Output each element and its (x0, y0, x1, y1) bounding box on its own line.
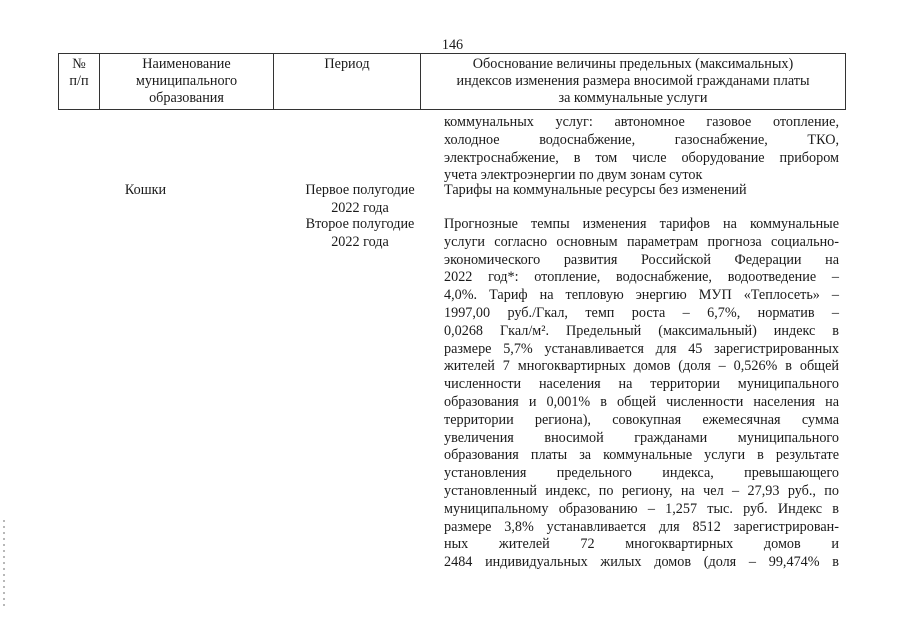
text-line: установленный индекс, по региону, на чел – 27,93 руб., по (444, 482, 839, 499)
text-line: 0,0268 Гкал/м². Предельный (максимальный) индекс в (444, 322, 839, 339)
text-line: Прогнозные темпы изменения тарифов на коммунальные (444, 216, 839, 232)
header-text: муниципального (135, 73, 238, 89)
header-col-municipality (100, 54, 274, 110)
text-line: численности населения на территории муниципального (444, 376, 839, 393)
header-col-number (59, 54, 100, 110)
text-line: размере 3,8% устанавливается для 8512 зарегистрирован- (444, 518, 839, 535)
text-line: услуги согласно основным параметрам прогноза социально- (444, 233, 839, 250)
tariff-text-first-half: Тарифы на коммунальные ресурсы без изменений (444, 182, 747, 198)
header-text: Наименование (142, 56, 231, 72)
text-line: 4,0%. Тариф на тепловую энергию МУП «Теплосеть» – (444, 287, 839, 304)
table-header (58, 53, 846, 110)
period-second-half (290, 216, 430, 252)
text-line: 2484 индивидуальных жилых домов (доля – 99,474% в (444, 554, 839, 571)
page-number: 146 (441, 37, 464, 53)
period-text: Второе полугодие (305, 216, 415, 232)
period-text: Первое полугодие (305, 182, 415, 198)
period-text: 2022 года (331, 233, 389, 250)
text-line: коммунальных услуг: автономное газовое отопление, (444, 114, 839, 130)
text-line: учета электроэнергии по двум зонам суток (444, 167, 703, 184)
text-line: электроснабжение, в том числе оборудование прибором (444, 149, 839, 166)
header-text: индексов изменения размера вносимой гражданами платы (456, 73, 810, 89)
header-col-period (274, 54, 421, 110)
header-text: Обоснование величины предельных (максимальных) (472, 56, 794, 72)
period-first-half (290, 182, 430, 218)
header-text: п/п (69, 73, 89, 89)
header-text: за коммунальные услуги (558, 90, 708, 106)
text-line: увеличения вносимой гражданами муниципального (444, 429, 839, 446)
text-line: размере 5,7% устанавливается для 45 зарегистрированных (444, 340, 839, 357)
text-line: образования платы за коммунальные услуги в результате (444, 447, 839, 464)
text-line: муниципальному образованию – 1,257 тыс. руб. Индекс в (444, 500, 839, 517)
text-line: образования и 0,001% в общей численности населения на (444, 393, 839, 410)
text-line: жителей 7 многоквартирных домов (доля – 0,526% в общей (444, 358, 839, 375)
text-line: холодное водоснабжение, газоснабжение, ТКО, (444, 131, 839, 148)
tariff-text-second-half (444, 216, 839, 572)
text-line: ных жителей 72 многоквартирных домов и (444, 536, 839, 553)
period-text: 2022 года (331, 199, 389, 216)
header-text: № (72, 56, 86, 72)
text-line: 2022 год*: отопление, водоснабжение, водоотведение – (444, 269, 839, 286)
text-line: территории региона), совокупная ежемесячная сумма (444, 411, 839, 428)
text-line: установления предельного индекса, превышающего (444, 465, 839, 482)
municipality-name: Кошки (124, 182, 167, 198)
header-text: образования (149, 90, 224, 106)
header-text: Период (324, 56, 370, 72)
text-line: 1997,00 руб./Гкал, темп роста – 6,7%, норматив – (444, 304, 839, 321)
text-line: экономического развития Российской Федерации на (444, 251, 839, 268)
header-col-reason (421, 54, 846, 110)
scan-edge-mark (3, 520, 5, 610)
continuation-text (444, 114, 839, 185)
